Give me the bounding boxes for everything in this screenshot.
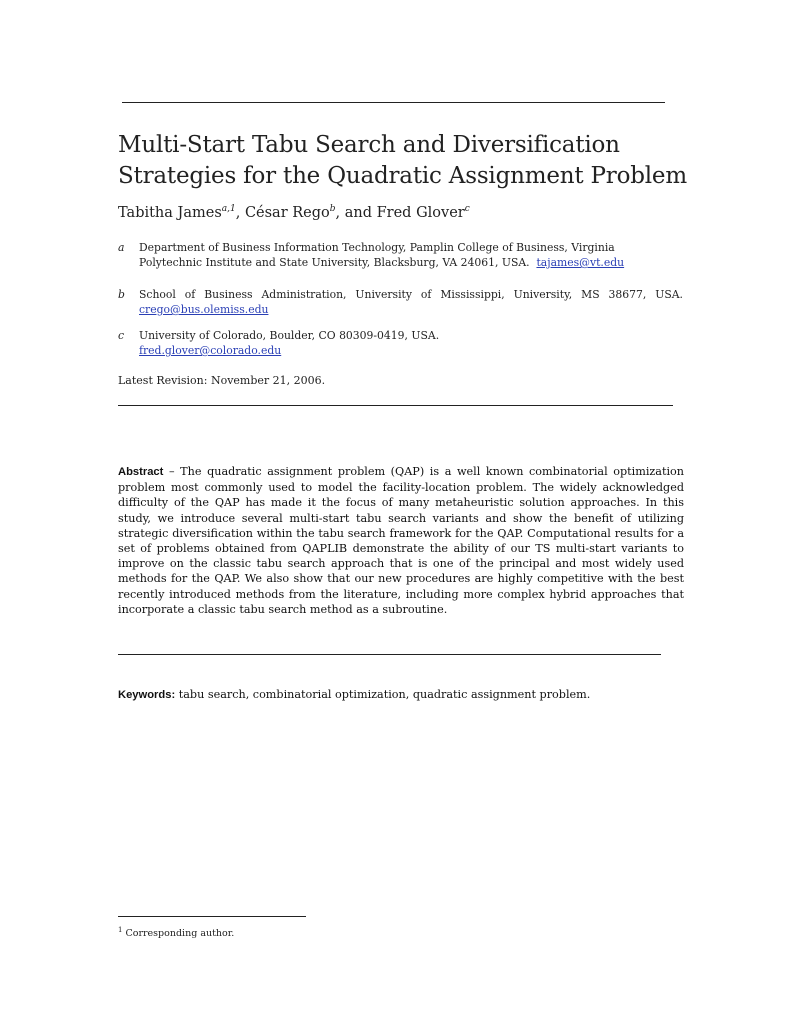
keywords-label: Keywords: [118,689,176,701]
email-link[interactable]: fred.glover@colorado.edu [139,344,282,357]
title-line-2: Strategies for the Quadratic Assignment Problem [118,163,687,189]
footnote-rule [118,916,306,917]
abstract-rule [118,654,661,655]
revision-date: Latest Revision: November 21, 2006. [118,374,326,387]
author-name: Tabitha James [118,205,222,221]
author-name: César Rego [244,205,330,221]
affiliation-a [118,240,688,270]
author-list [118,204,470,221]
affiliation-b [118,287,688,317]
author-separator: , and [335,205,377,221]
abstract [118,464,684,617]
email-link[interactable]: tajames@vt.edu [536,256,625,269]
keywords-text: tabu search, combinatorial optimization, quadratic assignment problem. [175,688,591,701]
affiliation-line: School of Business Administration, University of Mississippi, University, MS 38677, USA. [139,288,683,301]
affiliation-tag: b [118,288,125,301]
abstract-text: – The quadratic assignment problem (QAP) is a well known combinatorial optimization problem most commonly used to model the facility-location problem. The widely acknowledged difficulty of the QAP has made it the focus of many metaheuristic solution approaches. In this study, we introduce several multi-start tabu search variants and show the benefit of utilizing strategic diversification within the tabu search framework for the QAP. Computational results for a set of problems obtained from QAPLIB demonstrate the ability of our TS multi-start variants to improve on the classic tabu search approach that is one of the principal and most widely used methods for the QAP. We also show that our new procedures are highly competitive with the best recently introduced methods from the literature, including more complex hybrid approaches that incorporate a classic tabu search method as a subroutine. [118,465,684,616]
abstract-label: Abstract [118,466,164,478]
affiliation-tag: a [118,241,125,254]
email-link[interactable]: crego@bus.olemiss.edu [139,303,269,316]
affiliation-line: Department of Business Information Technology, Pamplin College of Business, Virginia [139,241,615,254]
affiliation-line: Polytechnic Institute and State University, Blacksburg, VA 24061, USA. [139,256,530,269]
paper-title [118,130,738,192]
title-line-1: Multi-Start Tabu Search and Diversification [118,132,620,158]
keywords [118,688,590,701]
author-mark: c [464,204,470,214]
affiliation-tag: c [118,329,125,342]
footnote [118,926,234,939]
header-rule [118,405,673,406]
author-name: Fred Glover [376,205,465,221]
footnote-mark: 1 [118,926,123,934]
affiliation-c [118,328,688,358]
affiliation-line: University of Colorado, Boulder, CO 80309-0419, USA. [139,329,440,342]
author-mark: b [329,204,336,214]
top-rule [122,102,665,103]
author-separator: , [235,205,245,221]
author-mark: a,1 [221,204,236,214]
footnote-text: Corresponding author. [122,928,235,939]
